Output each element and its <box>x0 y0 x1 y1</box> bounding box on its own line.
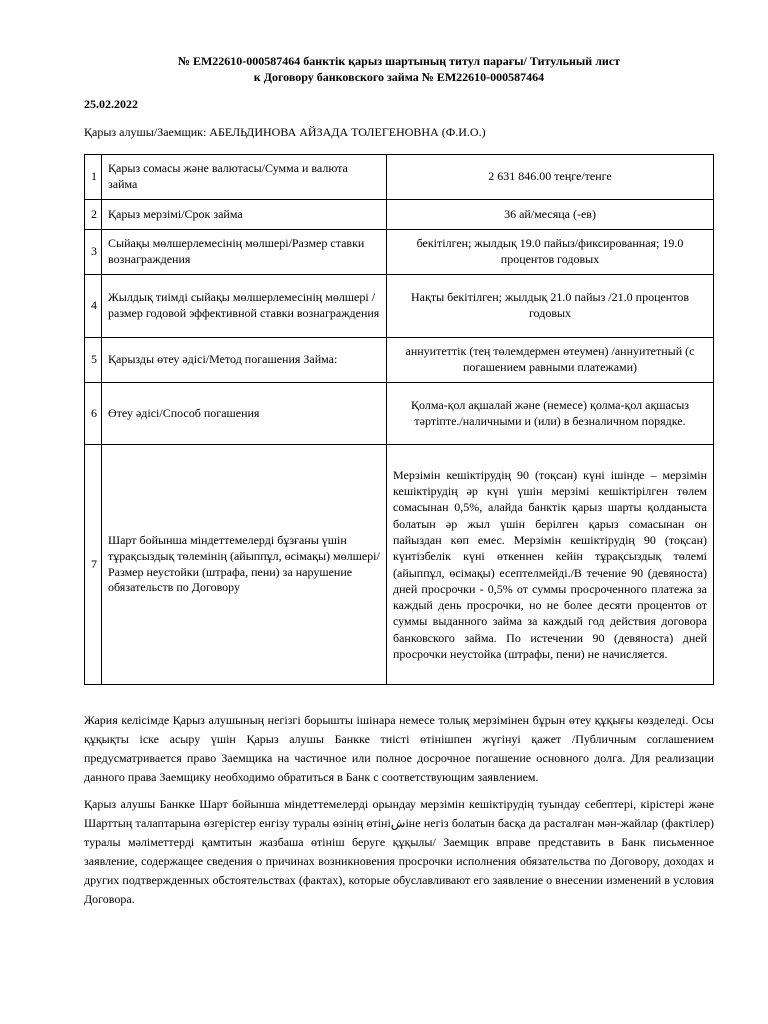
table-row <box>85 275 714 338</box>
borrower-line: Қарыз алушы/Заемщик: АБЕЛЬДИНОВА АЙЗАДА ТОЛЕГЕНОВНА (Ф.И.О.) <box>84 125 486 139</box>
early-repayment-paragraph: Жария келісімде Қарыз алушының негізгі борышты ішінара немесе толық мерзімінен бұрын өтеу құқығы көзделеді. Осы құқықты іске асыру үшін Қарыз алушы Банкке тиісті өтінішпен жүгінуі қажет /Публичным соглашением предусматривается право Заемщика на частичное или полное досрочное погашение основного долга. Для реализации данного права Заемщику необходимо обратиться в Банк с соответствующим заявлением. <box>84 713 714 784</box>
loan-terms-table <box>84 154 714 685</box>
table-row <box>85 338 714 383</box>
row-number: 4 <box>85 275 102 338</box>
row-value: 2 631 846.00 теңге/тенге <box>387 155 714 200</box>
table-row <box>85 230 714 275</box>
row-number: 6 <box>85 383 102 445</box>
row-value: бекітілген; жылдық 19.0 пайыз/фиксированная; 19.0 процентов годовых <box>387 230 714 275</box>
row-value: аннуитеттік (тең төлемдермен өтеумен) /аннуитетный (с погашением равными платежами) <box>387 338 714 383</box>
row-label: Сыйақы мөлшерлемесінің мөлшері/Размер ставки вознаграждения <box>102 230 387 275</box>
row-number: 7 <box>85 445 102 685</box>
document-date: 25.02.2022 <box>84 97 138 111</box>
row-number: 1 <box>85 155 102 200</box>
row-number: 5 <box>85 338 102 383</box>
row-value: Қолма-қол ақшалай және (немесе) қолма-қол ақшасыз тәртіпте./наличными и (или) в безналичном порядке. <box>387 383 714 445</box>
table-row <box>85 383 714 445</box>
row-label: Қарызды өтеу әдісі/Метод погашения Займа: <box>102 338 387 383</box>
row-value: Нақты бекітілген; жылдық 21.0 пайыз /21.0 процентов годовых <box>387 275 714 338</box>
row-number: 2 <box>85 200 102 230</box>
borrower-application-paragraph: Қарыз алушы Банкке Шарт бойынша міндеттемелерді орындау мерзімін кешіктірудің туындау себептері, кірістері және Шарттың талаптарына өзгерістер енгізу туралы өзінің өтініشіне негіз болатын басқа да расталған мән-жайлар (фактілер) туралы мәліметтерді қамтитын жазбаша өтініш беруге құқылы/ Заемщик вправе представить в Банк письменное заявление, содержащее сведения о причинах возникновения просрочки исполнения обязательства по Договору, доходах и других подтвержденных обстоятельствах (фактах), которые обуславливают его заявление о внесении изменений в условия Договора. <box>84 797 714 906</box>
row-value: Мерзімін кешіктірудің 90 (тоқсан) күні ішінде – мерзімін кешіктірудің әр күні үшін мерзімі кешіктірілген төлем сомасынан 0,5%, алайда банктік қарыз шарты қолданыста болатын әр жыл үшін берілген қарыз сомасынан он пайыздан көп емес. Мерзімін кешіктірудің 90 (тоқсан) күнтізбелік күні өткеннен кейін тұрақсыздық төлемі (айыппұл, өсімақы) есептелмейді./В течение 90 (девяноста) дней просрочки - 0,5% от суммы просроченного платежа за каждый день просрочки, но не более десяти процентов от суммы выданного займа за каждый год действия договора банковского займа. По истечении 90 (девяноста) дней просрочки неустойка (штрафы, пени) не начисляется. <box>387 445 714 685</box>
table-row <box>85 200 714 230</box>
title-line-1: № EM22610-000587464 банктік қарыз шартының титул парағы/ Титульный лист <box>177 54 621 68</box>
row-value: 36 ай/месяца (-ев) <box>387 200 714 230</box>
title-line-2: к Договору банковского займа № EM22610-000587464 <box>253 70 545 84</box>
table-row <box>85 155 714 200</box>
row-label: Жылдық тиімді сыйақы мөлшерлемесінің мөлшері /размер годовой эффективной ставки вознаграждения <box>102 275 387 338</box>
row-number: 3 <box>85 230 102 275</box>
row-label: Шарт бойынша міндеттемелерді бұзғаны үшін тұрақсыздық төлемінің (айыппұл, өсімақы) мөлшері/ Размер неустойки (штрафа, пени) за нарушение обязательств по Договору <box>102 445 387 685</box>
table-row <box>85 445 714 685</box>
row-label: Қарыз сомасы және валютасы/Сумма и валюта займа <box>102 155 387 200</box>
document-title <box>84 53 714 85</box>
row-label: Өтеу әдісі/Способ погашения <box>102 383 387 445</box>
row-label: Қарыз мерзімі/Срок займа <box>102 200 387 230</box>
